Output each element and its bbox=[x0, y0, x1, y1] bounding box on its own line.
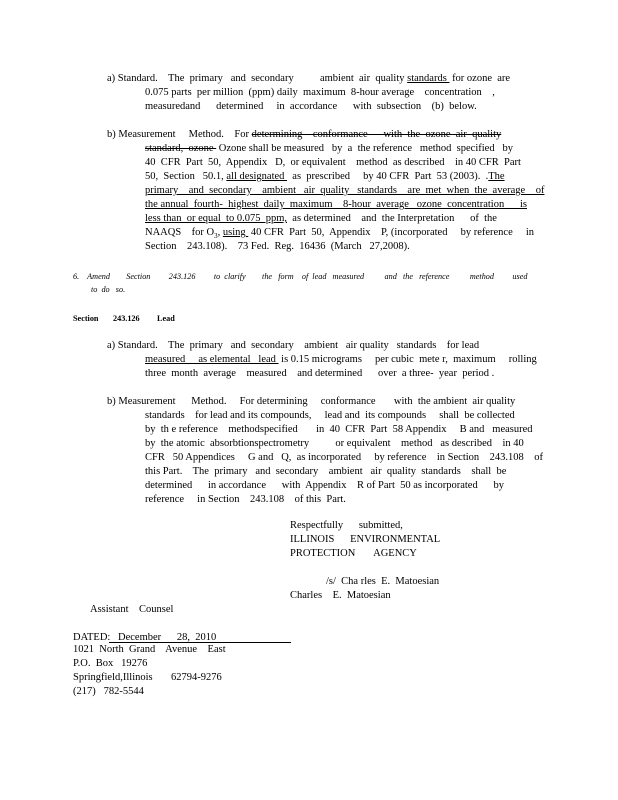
address-line-2: P.O. Box 19276 bbox=[73, 658, 148, 669]
inserted-text: all designated bbox=[226, 171, 288, 182]
lead-a-line-3: three month average measured and determined over a three- year period . bbox=[145, 368, 495, 379]
dated-label: DATED: bbox=[73, 632, 111, 643]
address-line-3: Springfield,Illinois 62794-9276 bbox=[73, 672, 222, 683]
ozone-b-line-6: the annual fourth- highest daily maximum 8-hour average ozone concentration is bbox=[145, 199, 527, 210]
ozone-b-line-4 bbox=[145, 170, 505, 184]
text-run: Ozone shall be measured by a the reference method specified by bbox=[216, 143, 513, 154]
dated-value: December 28, 2010 bbox=[118, 632, 217, 643]
deleted-text: determining conformance with the ozone air quality bbox=[251, 129, 502, 140]
text-run: a) Standard. The primary and secondary ambient air quality bbox=[107, 73, 408, 84]
inserted-text: The bbox=[488, 171, 505, 182]
ozone-b-line-5: primary and secondary ambient air quality standards are met when the average of bbox=[145, 185, 545, 196]
lead-b-line-3: by th e reference methodspecified in 40 CFR Part 58 Appendix B and measured bbox=[145, 424, 533, 435]
lead-a-line-2 bbox=[145, 353, 537, 367]
signature-org-line-2: PROTECTION AGENCY bbox=[290, 548, 417, 559]
ozone-a-line-3: measuredand determined in accordance with subsection (b) below. bbox=[145, 101, 477, 112]
ozone-a-line-1 bbox=[107, 72, 510, 86]
ozone-a-line-2: 0.075 parts per million (ppm) daily maximum 8-hour average concentration , bbox=[145, 87, 495, 98]
signer-title: Assistant Counsel bbox=[90, 604, 174, 615]
text-run: for ozone are bbox=[449, 73, 511, 84]
section-number: 243.126 bbox=[113, 314, 140, 323]
section-label: Section bbox=[73, 314, 99, 323]
section-title: Lead bbox=[157, 314, 175, 323]
inserted-text: less than or equal to 0.075 ppm, bbox=[145, 213, 288, 224]
ozone-b-line-2 bbox=[145, 142, 513, 156]
text-run: 40 CFR Part 50, Appendix P, (incorporated by reference in bbox=[248, 227, 535, 238]
lead-b-line-5: CFR 50 Appendices G and Q, as incorporated by reference in Section 243.108 of bbox=[145, 452, 544, 463]
ozone-b-line-1 bbox=[107, 128, 501, 142]
text-run: is 0.15 micrograms per cubic mete r, maximum rolling bbox=[278, 354, 537, 365]
signature-closing: Respectfully submitted, bbox=[290, 520, 403, 531]
address-line-1: 1021 North Grand Avenue East bbox=[73, 644, 226, 655]
ozone-b-line-3: 40 CFR Part 50, Appendix D, or equivalent method as described in 40 CFR Part bbox=[145, 157, 521, 168]
inserted-text: standards bbox=[407, 73, 450, 84]
lead-b-line-7: determined in accordance with Appendix R of Part 50 as incorporated by bbox=[145, 480, 504, 491]
lead-b-line-8: reference in Section 243.108 of this Part. bbox=[145, 494, 346, 505]
ozone-b-line-7 bbox=[145, 212, 497, 226]
lead-b-line-6: this Part. The primary and secondary ambient air quality standards shall be bbox=[145, 466, 507, 477]
inserted-text: measured as elemental lead bbox=[145, 354, 279, 365]
item-6-line-1: 6. Amend Section 243.126 to clarify the form of lead measured and the reference method used bbox=[73, 272, 528, 281]
address-line-4: (217) 782-5544 bbox=[73, 686, 144, 697]
inserted-text: using bbox=[222, 227, 249, 238]
item-6-line-2: to do so. bbox=[91, 285, 126, 294]
text-run: 50, Section 50.1, bbox=[145, 171, 227, 182]
electronic-signature: /s/ Cha rles E. Matoesian bbox=[326, 576, 440, 587]
signer-name: Charles E. Matoesian bbox=[290, 590, 391, 601]
text-run: as prescribed by 40 CFR Part 53 (2003). . bbox=[287, 171, 489, 182]
lead-b-line-2: standards for lead and its compounds, lead and its compounds shall be collected bbox=[145, 410, 515, 421]
deleted-text: standard, ozone bbox=[145, 143, 217, 154]
lead-a-line-1: a) Standard. The primary and secondary ambient air quality standards for lead bbox=[107, 340, 480, 351]
text-run: as determined and the Interpretation of the bbox=[287, 213, 497, 224]
lead-b-line-4: by the atomic absorbtionspectrometry or equivalent method as described in 40 bbox=[145, 438, 524, 449]
signature-org-line-1: ILLINOIS ENVIRONMENTAL bbox=[290, 534, 441, 545]
ozone-b-line-9: Section 243.108). 73 Fed. Reg. 16436 (March 27,2008). bbox=[145, 241, 410, 252]
text-run: b) Measurement Method. For bbox=[107, 129, 252, 140]
text-run: NAAQS for O bbox=[145, 227, 215, 238]
lead-b-line-1: b) Measurement Method. For determining conformance with the ambient air quality bbox=[107, 396, 516, 407]
text-run: , bbox=[217, 227, 223, 238]
subscript: 3 bbox=[214, 232, 218, 241]
